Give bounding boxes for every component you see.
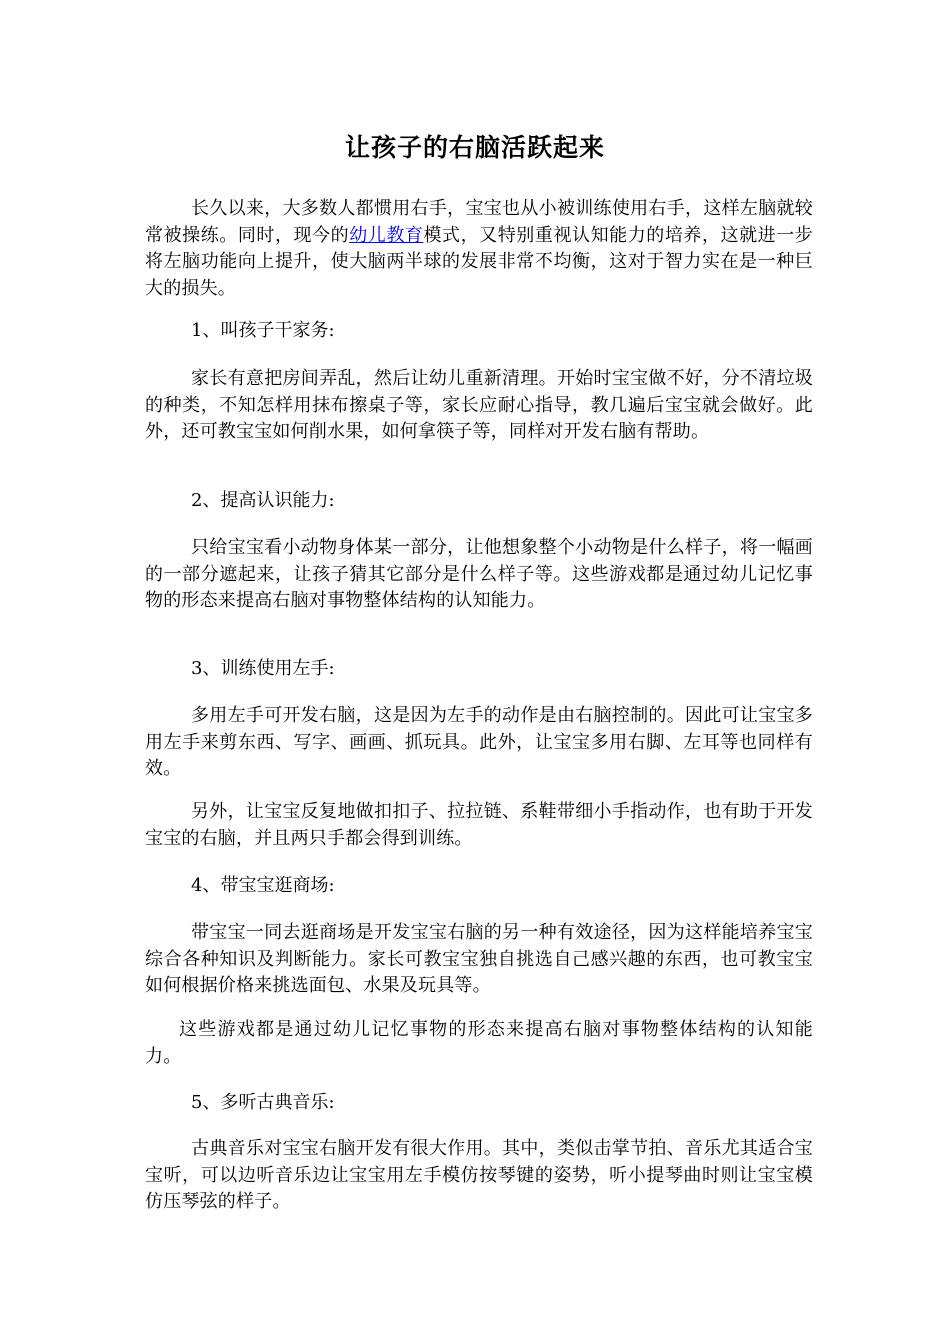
section-heading-music: 5、多听古典音乐:: [191, 1092, 335, 1113]
section-paragraph: 另外，让宝宝反复地做扣扣子、拉拉链、系鞋带细小手指动作，也有助于开发宝宝的右脑，并且两只手都会得到训练。: [145, 801, 813, 849]
section-heading-shopping: 4、带宝宝逛商场:: [191, 875, 335, 896]
intro-paragraph: [145, 196, 813, 302]
section-paragraph: 带宝宝一同去逛商场是开发宝宝右脑的另一种有效途径，因为这样能培养宝宝综合各种知识及判断能力。家长可教宝宝独自挑选自己感兴趣的东西，也可教宝宝如何根据价格来挑选面包、水果及玩具等。: [145, 922, 813, 996]
page-title: 让孩子的右脑活跃起来: [344, 133, 605, 162]
section-heading-recognition: 2、提高认识能力:: [191, 490, 335, 511]
section-paragraph: 家长有意把房间弄乱，然后让幼儿重新清理。开始时宝宝做不好，分不清垃圾的种类，不知怎样用抹布擦桌子等，家长应耐心指导，教几遍后宝宝就会做好。此外，还可教宝宝如何削水果，如何拿筷子等，同样对开发右脑有帮助。: [145, 368, 813, 442]
section-paragraph: 这些游戏都是通过幼儿记忆事物的形态来提高右脑对事物整体结构的认知能力。: [145, 1019, 813, 1067]
section-paragraph: 多用左手可开发右脑，这是因为左手的动作是由右脑控制的。因此可让宝宝多用左手来剪东西、写字、画画、抓玩具。此外，让宝宝多用右脚、左耳等也同样有效。: [145, 705, 813, 779]
section-paragraph: 古典音乐对宝宝右脑开发有很大作用。其中，类似击掌节拍、音乐尤其适合宝宝听，可以边听音乐边让宝宝用左手模仿按琴键的姿势，听小提琴曲时则让宝宝模仿压琴弦的样子。: [145, 1138, 813, 1212]
early-education-link[interactable]: 幼儿教育: [349, 224, 424, 246]
intro-text-before: 长久以来，大多数人都惯用右手，宝宝也从小被训练使用右手，这样左脑就较常被操练。同时，现今的: [145, 198, 813, 246]
section-heading-left-hand: 3、训练使用左手:: [191, 658, 335, 679]
intro-text-after: 模式，又特别重视认知能力的培养，这就进一步将左脑功能向上提升，使大脑两半球的发展非常不均衡，这对于智力实在是一种巨大的损失。: [145, 224, 813, 299]
section-paragraph: 只给宝宝看小动物身体某一部分，让他想象整个小动物是什么样子，将一幅画的一部分遮起来，让孩子猜其它部分是什么样子等。这些游戏都是通过幼儿记忆事物的形态来提高右脑对事物整体结构的认知能力。: [145, 537, 813, 611]
section-heading-housework: 1、叫孩子干家务:: [191, 320, 335, 341]
